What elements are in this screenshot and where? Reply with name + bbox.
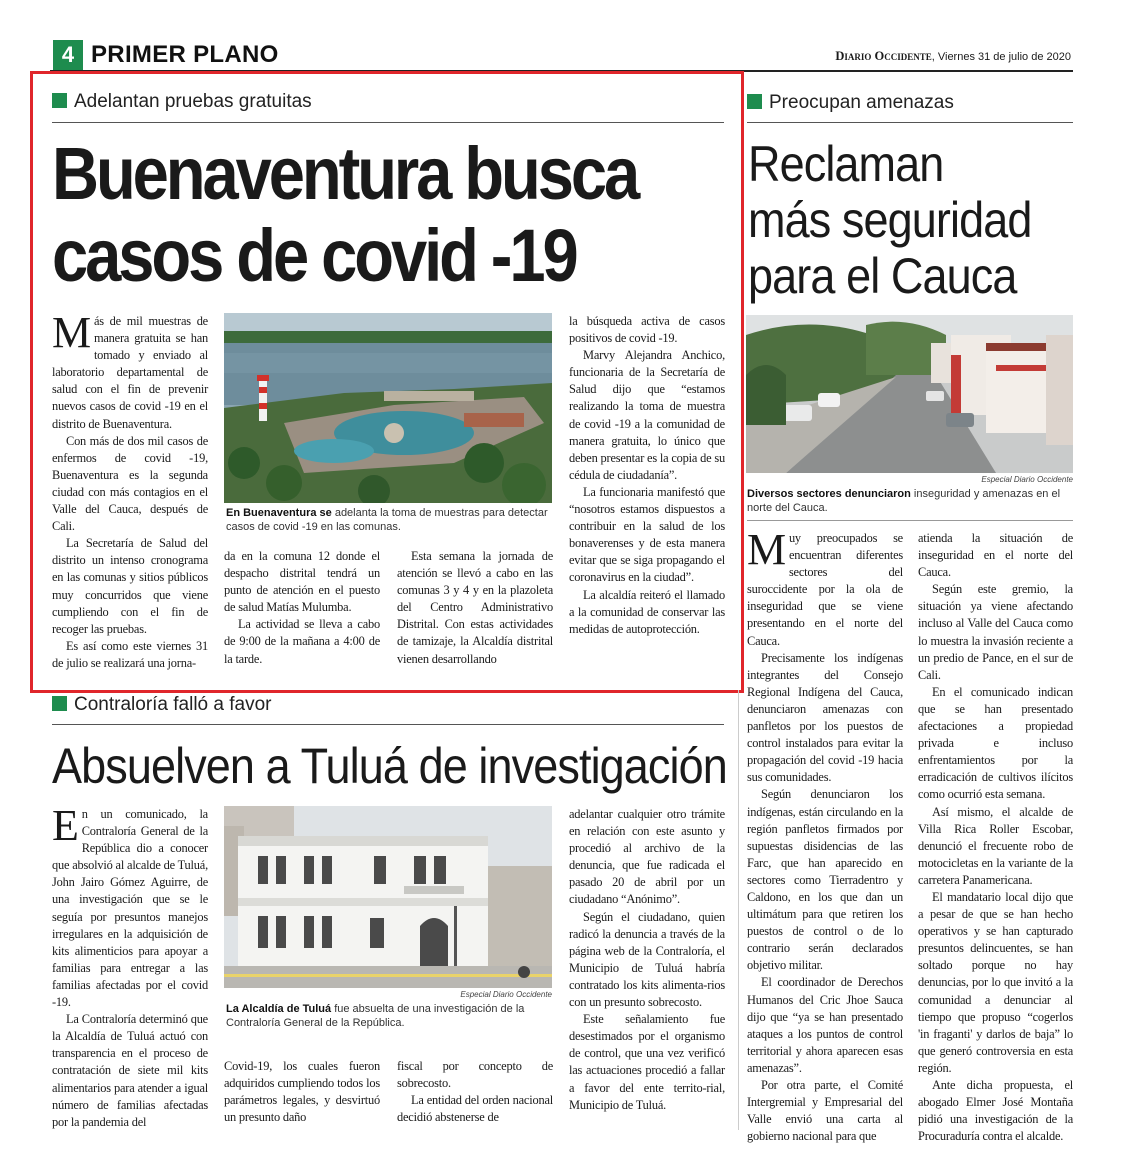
kicker-text: Adelantan pruebas gratuitas bbox=[74, 91, 312, 112]
story3-caption bbox=[226, 1002, 552, 1030]
story1-col2 bbox=[224, 548, 380, 668]
paragraph: El mandatario local dijo que a pesar de que se han hecho operativos y se han capturado presuntos delincuentes, se han soltado porque no hay denuncias, por lo que invitó a la comunidad a denunciar al tiempo que propuso “cogerlos 'in fraganti' y darlos de baja” lo que generó controversia en esta región. bbox=[918, 889, 1073, 1075]
story1-kicker-rule bbox=[52, 122, 724, 123]
story3-col3 bbox=[397, 1058, 553, 1126]
story3-headline: Absuelven a Tuluá de investigación bbox=[52, 738, 727, 794]
paragraph: Covid-19, los cuales fueron adquiridos cumpliendo todos los parámetros legales, y desvirtuó un presunto daño bbox=[224, 1059, 380, 1125]
kicker-square-icon bbox=[52, 93, 67, 108]
paragraph: La funcionaria manifestó que “nosotros estamos dispuestos a contribuir en la salud de los bonaverenses y de esta manera evitar que se siga propagando el coronavirus en la ciudad”. bbox=[569, 484, 725, 585]
caption-rest: adelanta la toma de muestras para detectar casos de covid -19 en las comunas. bbox=[226, 507, 548, 533]
paragraph: Esta semana la jornada de atención se llevó a cabo en las comunas 3 y 4 y en la plazoleta del Centro Administrativo Distrital. Con estas actividades de tamizaje, la Alcaldía distrital vienen desarrollando bbox=[397, 549, 553, 666]
kicker-text: Preocupan amenazas bbox=[769, 92, 954, 113]
story2-headline-3: para el Cauca bbox=[748, 248, 1017, 304]
drop-cap: E bbox=[52, 801, 79, 850]
paragraph: n un comunicado, la Contraloría General de la República dio a conocer que absolvió al alcalde de Tuluá, John Jairo Gómez Aguirre, de una investigación que se le seguía por presuntos manejos irregulares en la adquisición de kits alimenticios para apoyar a familias para entregar a las familias afectadas por el covid -19. bbox=[52, 807, 208, 1010]
story2-kicker bbox=[747, 92, 954, 114]
story2-photo-credit: Especial Diario Occidente bbox=[981, 475, 1073, 484]
caption-rest: fue absuelta de una investigación de la Contraloría General de la República. bbox=[226, 1003, 525, 1029]
paragraph: La actividad se lleva a cabo de 9:00 de la mañana a 4:00 de la tarde. bbox=[224, 617, 380, 666]
story1-caption bbox=[226, 506, 552, 534]
column-divider bbox=[738, 690, 739, 1130]
story1-col1 bbox=[52, 308, 208, 672]
paragraph: ás de mil muestras de manera gratuita se han tomado y enviado al laboratorio departamental de salud con el fin de prevenir nuevos casos de covid -19 en el distrito de Buenaventura. bbox=[52, 314, 208, 431]
paragraph: El coordinador de Derechos Humanos del Cric Jhoe Sauca dijo que “ya se han presentado ataques a los puntos de control territorial y ahora aparecen esas amenazas”. bbox=[747, 975, 903, 1075]
story1-col4 bbox=[569, 313, 725, 638]
story2-col1 bbox=[747, 525, 903, 1145]
masthead-date bbox=[835, 49, 1071, 64]
waterfront-park-photo bbox=[224, 313, 552, 503]
paragraph: fiscal por concepto de sobrecosto. bbox=[397, 1059, 553, 1091]
story1-col3 bbox=[397, 548, 553, 668]
caption-bold: Diversos sectores denunciaron bbox=[747, 488, 911, 500]
story2-col2 bbox=[918, 530, 1073, 1145]
story1-kicker bbox=[52, 91, 312, 113]
paragraph: la búsqueda activa de casos positivos de covid -19. bbox=[569, 314, 725, 346]
story1-headline-1: Buenaventura busca bbox=[52, 132, 638, 215]
paragraph: Así mismo, el alcalde de Villa Rica Roller Escobar, denunció el frecuente robo de motocicletas en la variante de la carretera Panamericana. bbox=[918, 804, 1073, 887]
paragraph: atienda la situación de inseguridad en el norte del Cauca. bbox=[918, 531, 1073, 580]
paragraph: La Contraloría determinó que la Alcaldía de Tuluá actuó con transparencia en el proceso de contratación de siete mil kits alimentarios para atender a igual número de familias afectadas por la pandemia del bbox=[52, 1012, 208, 1129]
paragraph: Ante dicha propuesta, el abogado Elmer José Montaña pidió una investigación de la Procuraduría contra el alcalde. bbox=[918, 1078, 1073, 1144]
paragraph: Con más de dos mil casos de enfermos de covid -19, Buenaventura es la segunda ciudad con más contagios en el Valle del Cauca, después de Cali. bbox=[52, 433, 208, 534]
section-title: PRIMER PLANO bbox=[91, 41, 279, 68]
paragraph: La entidad del orden nacional decidió abstenerse de bbox=[397, 1093, 553, 1125]
drop-cap: M bbox=[52, 308, 91, 357]
paragraph: Según el ciudadano, quien radicó la denuncia a través de la página web de la Contraloría, el Municipio de Tuluá habría contratado los kits alimenta-rios con un presunto sobrecosto. bbox=[569, 909, 725, 1010]
story2-kicker-rule bbox=[747, 122, 1073, 123]
paragraph: Este señalamiento fue desestimados por el organismo de control, que una vez verificó las actuaciones procedió a fallar a favor del ente territo-rial, Municipio de Tuluá. bbox=[569, 1012, 725, 1112]
drop-cap: M bbox=[747, 525, 786, 574]
paragraph: La alcaldía reiteró el llamado a la comunidad de conservar las medidas de autoprotección. bbox=[569, 587, 725, 636]
story3-col4 bbox=[569, 806, 725, 1114]
page-number: 4 bbox=[61, 42, 75, 67]
story3-kicker-rule bbox=[52, 724, 724, 725]
paragraph: Según denunciaron los indígenas, están circulando en la región panfletos firmados por supuestas disidencias de las Farc, que han aparecido en sectores como Tierradentro y Caldono, en los que dan un ultimátum para que retiren los puestos de control o de lo contrario serán declarados objetivo militar. bbox=[747, 787, 903, 973]
building-photo bbox=[224, 806, 552, 988]
paragraph: Marvy Alejandra Anchico, funcionaria de la Secretaría de Salud dijo que “estamos realizando la toma de muestra de covid -19 a la comunidad de manera gratuita, lo único que deben presentar es la copia de su cédula de ciudadanía”. bbox=[569, 348, 725, 482]
story2-headline-2: más seguridad bbox=[748, 192, 1032, 248]
story2-caption-rule bbox=[747, 520, 1073, 521]
caption-bold: La Alcaldía de Tuluá bbox=[226, 1003, 332, 1015]
paragraph: adelantar cualquier otro trámite en relación con este asunto y procedió al archivo de la denuncia, que fue radicada el pasado 20 de abril por un ciudadano “Anónimo”. bbox=[569, 807, 725, 907]
story3-col2 bbox=[224, 1058, 380, 1126]
caption-rest: inseguridad y amenazas en el norte del Cauca. bbox=[747, 488, 1061, 514]
story3-photo-credit: Especial Diario Occidente bbox=[460, 990, 552, 999]
story3-kicker bbox=[52, 694, 272, 716]
story3-col1 bbox=[52, 801, 208, 1131]
kicker-square-icon bbox=[747, 94, 762, 109]
street-photo bbox=[746, 315, 1073, 473]
caption-bold: En Buenaventura se bbox=[226, 507, 332, 519]
paragraph: La Secretaría de Salud del distrito un intenso cronograma en las comunas y sitios públicos muy concurridos que viene cumpliendo con el fin de recoger las pruebas. bbox=[52, 536, 208, 636]
kicker-square-icon bbox=[52, 696, 67, 711]
story2-caption bbox=[747, 487, 1073, 515]
story2-headline-1: Reclaman bbox=[748, 136, 944, 192]
paragraph: da en la comuna 12 donde el despacho distrital tendrá un punto de atención en el puesto de salud Matías Mulumba. bbox=[224, 549, 380, 615]
paragraph: Según este gremio, la situación ya viene afectando incluso al Valle del Cauca como lo muestra la invasión reciente a un predio de Pance, en el sur de Cali. bbox=[918, 582, 1073, 682]
issue-date: , Viernes 31 de julio de 2020 bbox=[931, 51, 1071, 63]
kicker-text: Contraloría falló a favor bbox=[74, 694, 272, 715]
story1-headline-2: casos de covid -19 bbox=[52, 214, 576, 297]
paragraph: Por otra parte, el Comité Intergremial y Empresarial del Valle envió una carta al gobierno nacional para que bbox=[747, 1078, 903, 1144]
paragraph: Precisamente los indígenas integrantes del Consejo Regional Indígena del Cauca, denunciaron amenazas con panfletos por los puestos de control instalados para evitar la propagación del covid -19 hacia sus comunidades. bbox=[747, 650, 903, 785]
paragraph: Es así como este viernes 31 de julio se realizará una jorna- bbox=[52, 638, 208, 670]
paragraph: En el comunicado indican que se han presentado afectaciones a propiedad privada e incluso enfrentamientos por la erradicación de cultivos ilícitos como ocurrió esta semana. bbox=[918, 684, 1073, 802]
paper-name: Diario Occidente bbox=[835, 49, 932, 63]
paragraph: uy preocupados se encuentran diferentes sectores del suroccidente por la ola de inseguridad que se viene presentando en el norte del Cauca. bbox=[747, 531, 903, 648]
